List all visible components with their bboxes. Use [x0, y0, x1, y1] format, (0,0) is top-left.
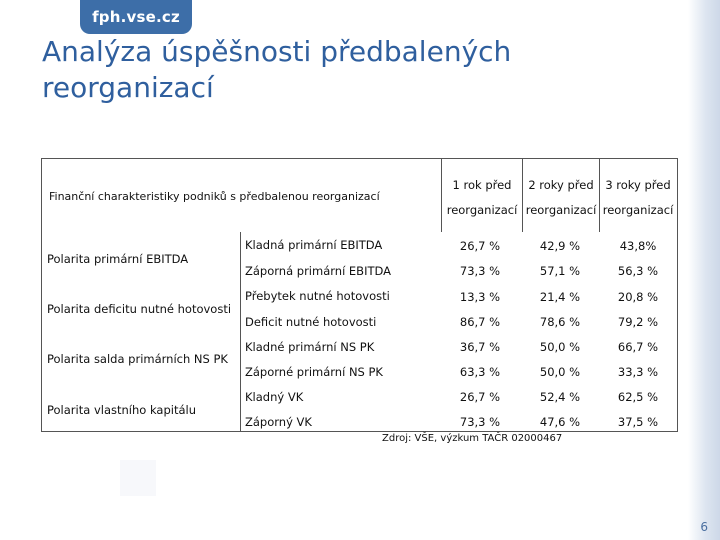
decorative-square: [120, 460, 156, 496]
row-label: Záporné primární NS PK: [245, 365, 383, 379]
value-cell: 36,7 %: [459, 340, 501, 354]
value-cell: 50,0 %: [539, 340, 581, 354]
row-label: Kladná primární EBITDA: [245, 238, 383, 252]
value-cell: 56,3 %: [617, 264, 659, 278]
value-cell: 26,7 %: [459, 390, 501, 404]
value-cell: 26,7 %: [459, 239, 501, 253]
value-cell: 47,6 %: [539, 415, 581, 429]
header-column-separator: [522, 158, 523, 232]
decorative-side-panel: [688, 0, 720, 540]
value-cell: 37,5 %: [617, 415, 659, 429]
category-label: Polarita vlastního kapitálu: [47, 403, 196, 417]
source-note: Zdroj: VŠE, výzkum TAČR 02000467: [382, 433, 563, 444]
value-cell: 33,3 %: [617, 365, 659, 379]
value-cell: 20,8 %: [617, 290, 659, 304]
row-label: Záporný VK: [245, 415, 312, 429]
value-cell: 50,0 %: [539, 365, 581, 379]
value-cell: 13,3 %: [459, 290, 501, 304]
column-header-3-line2: reorganizací: [602, 203, 674, 217]
value-cell: 63,3 %: [459, 365, 501, 379]
column-header-3-line1: 3 roky před: [605, 178, 671, 192]
table-header-description: Finanční charakteristiky podniků s předbalenou reorganizací: [49, 190, 380, 203]
value-cell: 73,3 %: [459, 264, 501, 278]
value-cell: 57,1 %: [539, 264, 581, 278]
value-cell: 21,4 %: [539, 290, 581, 304]
page-number: 6: [700, 520, 708, 534]
column-header-1-line1: 1 rok před: [452, 178, 512, 192]
row-label: Kladný VK: [245, 390, 304, 404]
value-cell: 43,8%: [619, 239, 657, 253]
value-cell: 78,6 %: [539, 315, 581, 329]
category-label: Polarita salda primárních NS PK: [47, 352, 228, 366]
value-cell: 86,7 %: [459, 315, 501, 329]
category-label: Polarita primární EBITDA: [47, 252, 189, 266]
column-header-1-line2: reorganizací: [446, 203, 518, 217]
row-label: Záporná primární EBITDA: [245, 264, 392, 278]
row-label: Kladné primární NS PK: [245, 340, 375, 354]
value-cell: 52,4 %: [539, 390, 581, 404]
site-logo[interactable]: fph.vse.cz: [80, 0, 192, 34]
value-cell: 66,7 %: [617, 340, 659, 354]
row-label: Přebytek nutné hotovosti: [245, 289, 390, 303]
row-label: Deficit nutné hotovosti: [245, 315, 377, 329]
value-cell: 73,3 %: [459, 415, 501, 429]
column-header-2-line2: reorganizací: [525, 203, 597, 217]
value-cell: 42,9 %: [539, 239, 581, 253]
value-cell: 62,5 %: [617, 390, 659, 404]
value-cell: 79,2 %: [617, 315, 659, 329]
header-column-separator: [599, 158, 600, 232]
column-header-2-line1: 2 roky před: [528, 178, 594, 192]
category-label: Polarita deficitu nutné hotovosti: [47, 302, 232, 316]
page-title: Analýza úspěšnosti předbalených reorganizací: [42, 35, 512, 104]
